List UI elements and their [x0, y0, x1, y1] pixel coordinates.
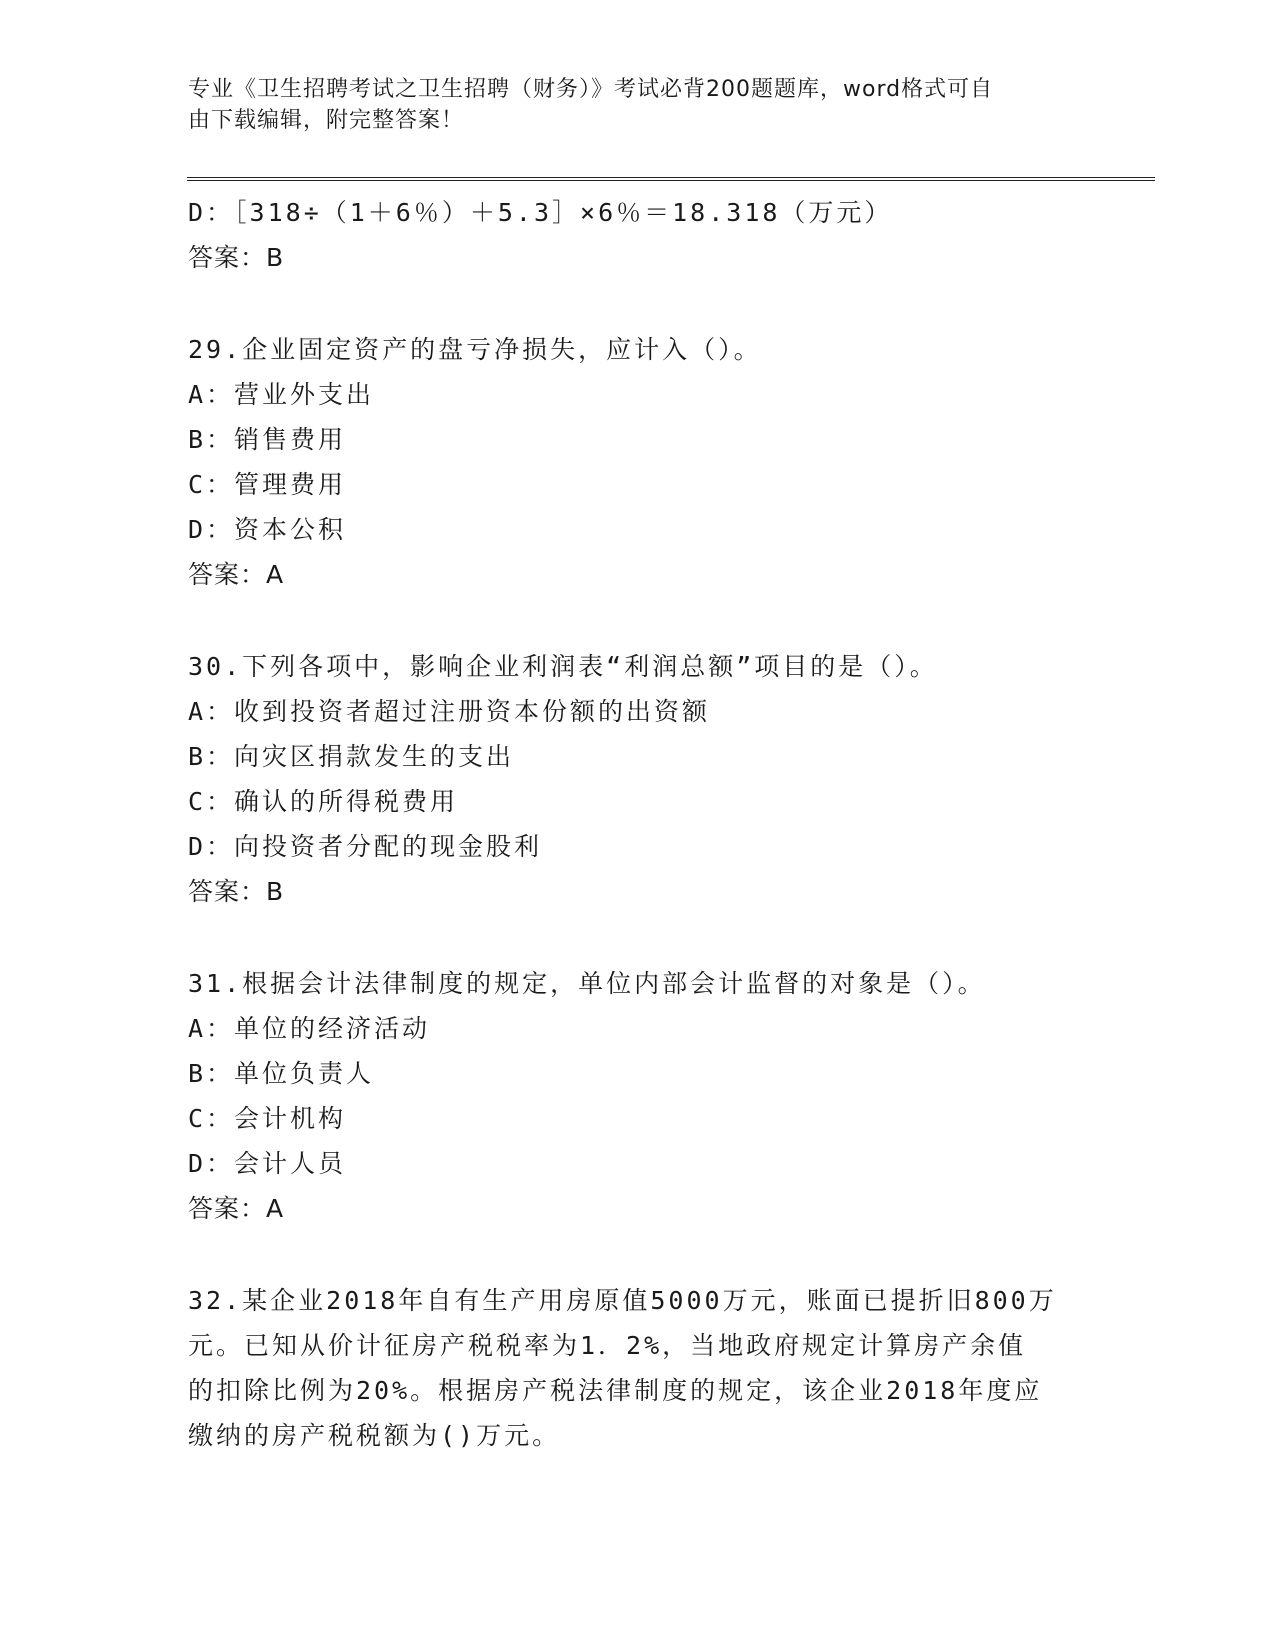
- option-b: B：单位负责人: [188, 1059, 375, 1088]
- option-a: A：单位的经济活动: [188, 1014, 431, 1043]
- spacer: [188, 914, 1088, 961]
- spacer: [188, 1231, 1088, 1278]
- question-stem: 31.根据会计法律制度的规定，单位内部会计监督的对象是（）。: [188, 969, 986, 998]
- question-stem-line-1: 32.某企业2018年自有生产用房原值5000万元，账面已提折旧800万: [188, 1286, 1057, 1315]
- option-d: D：向投资者分配的现金股利: [188, 832, 543, 861]
- header-divider: [187, 177, 1155, 181]
- question-stem-line-3: 的扣除比例为20%。根据房产税法律制度的规定，该企业2018年度应: [188, 1376, 1043, 1405]
- question-content: [188, 190, 1088, 1458]
- option-d: D：资本公积: [188, 515, 347, 544]
- question-30: [188, 644, 1088, 914]
- option-a: A：收到投资者超过注册资本份额的出资额: [188, 697, 711, 726]
- option-c: C：管理费用: [188, 470, 347, 499]
- prev-option-d: D：［318÷（1＋6％）＋5.3］×6％＝18.318（万元）: [188, 198, 893, 227]
- question-stem-line-4: 缴纳的房产税税额为()万元。: [188, 1421, 561, 1450]
- question-32: [188, 1278, 1088, 1458]
- spacer: [188, 280, 1088, 327]
- answer: 答案：A: [188, 1194, 285, 1223]
- option-d: D：会计人员: [188, 1149, 347, 1178]
- question-stem: 30.下列各项中，影响企业利润表“利润总额”项目的是（）。: [188, 652, 938, 681]
- option-b: B：向灾区捐款发生的支出: [188, 742, 515, 771]
- answer: 答案：B: [188, 877, 285, 906]
- option-b: B：销售费用: [188, 425, 347, 454]
- question-stem: 29.企业固定资产的盘亏净损失，应计入（）。: [188, 335, 762, 364]
- question-31: [188, 961, 1088, 1231]
- question-29: [188, 327, 1088, 597]
- option-a: A：营业外支出: [188, 380, 375, 409]
- header-line-2: 由下载编辑，附完整答案！: [188, 108, 465, 133]
- prev-answer: 答案：B: [188, 243, 285, 272]
- document-header: [188, 74, 1068, 136]
- answer: 答案：A: [188, 560, 285, 589]
- option-c: C：确认的所得税费用: [188, 787, 459, 816]
- spacer: [188, 597, 1088, 644]
- header-line-1: 专业《卫生招聘考试之卫生招聘（财务）》考试必背200题题库，word格式可自: [188, 77, 994, 102]
- option-c: C：会计机构: [188, 1104, 347, 1133]
- question-stem-line-2: 元。已知从价计征房产税税率为1．2%，当地政府规定计算房产余值: [188, 1331, 1027, 1360]
